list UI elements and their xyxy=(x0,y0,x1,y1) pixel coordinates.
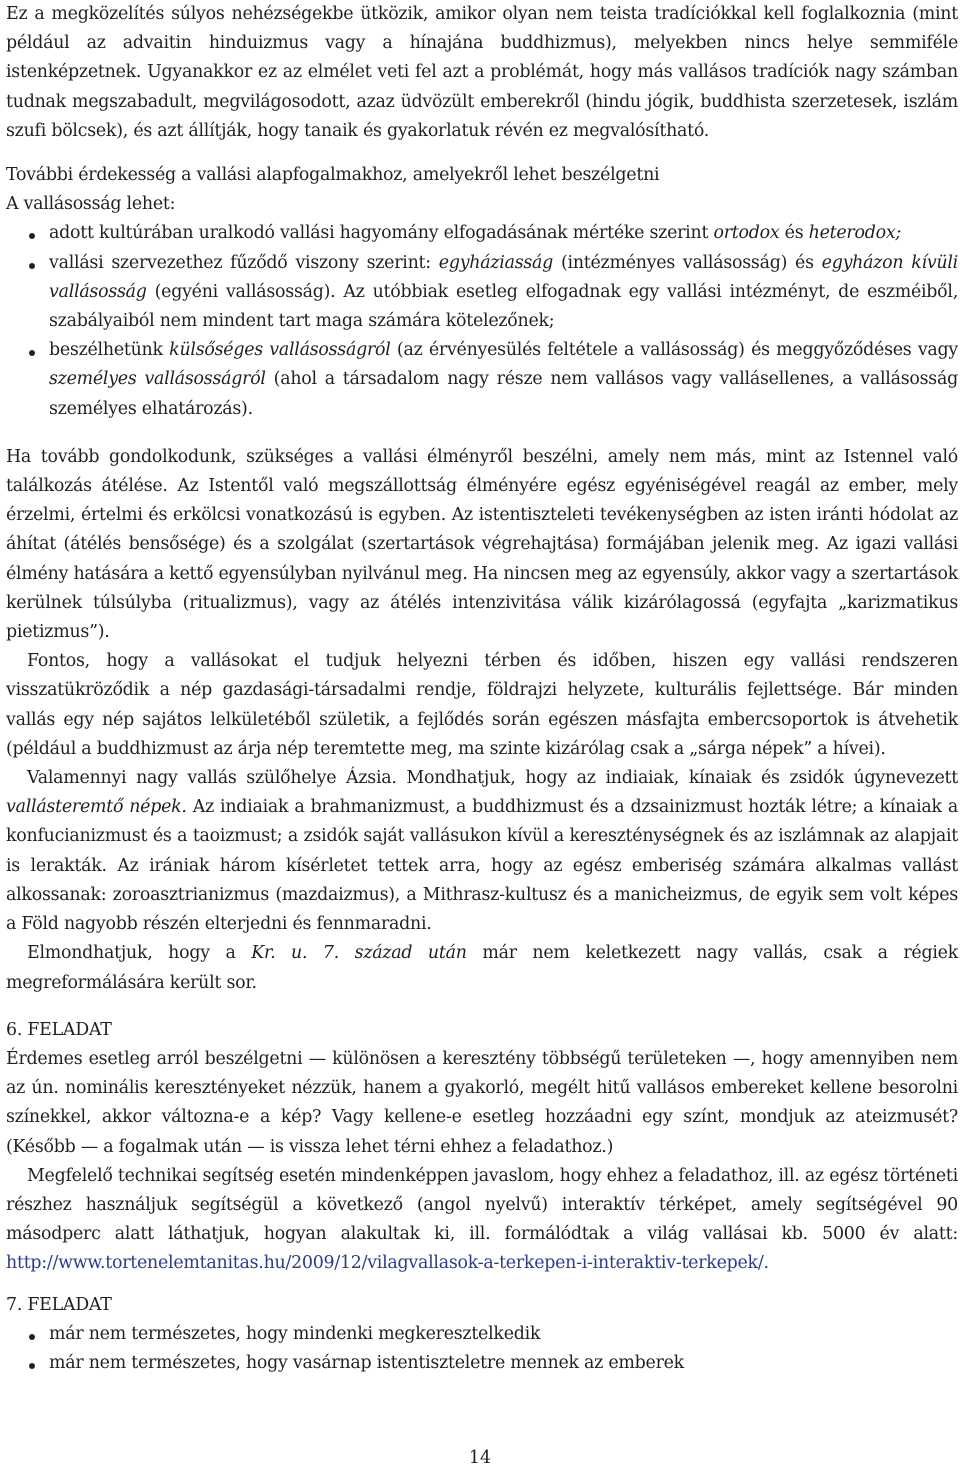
experience-paragraph: Ha tovább gondolkodunk, szükséges a vallási élményről beszélni, amely nem más, mint az Istennel való találkozás átélése. Az Istentől való megszállottság élményére egész egyéniségével reagál az ember, mely érzelmi, értelmi és erkölcsi vonatkozású is egyben. Az istentiszteleti tevékenységben az isten iránti hódolat az áhítat (átélés bensősége) és a szolgálat (szertartások végrehajtása) formájában jelenik meg. Az igazi vallási élmény hatására a kettő egyensúlyban nyilvánul meg. Ha nincsen meg az egyensúly, akkor vagy a szertartások kerülnek túlsúlyba (ritualizmus), vagy az átélés intenzivitása válik kizárólagossá (egyfajta „karizmatikus pietizmus”). xyxy=(6,446,958,643)
asia-paragraph: Valamennyi nagy vallás szülőhelye Ázsia. Mondhatjuk, hogy az indiaiak, kínaiak és zsidók úgynevezett vallásteremtő népek. Az indiaiak a brahmanizmust, a buddhizmust és a dzsainizmust hozták létre; a kínaiak a konfucianizmust és a taoizmust; a zsidók saját vallásukon kívül a kereszténységnek és az iszlámnak az alapjait is lerakták. Az irániak három kísérletet tettek arra, hogy az egész emberiség számára alkalmas vallást alkossanak: zoroasztrianizmus (mazdaizmus), a Mithrasz-kultusz és a manicheizmus, de egyik sem volt képes a Föld nagyobb részén elterjedni és fennmaradni. xyxy=(6,768,958,935)
interactive-map-link[interactable]: http://www.tortenelemtanitas.hu/2009/12/vilagvallasok-a-terkepen-i-interaktiv-terkepek/. xyxy=(6,1253,769,1274)
list-item: vallási szervezethez fűződő viszony szerint: egyháziasság (intézményes vallásosság) és egyházon kívüli vallásosság (egyéni vallásosság). Az utóbbiak esetleg elfogadnak egy vallási intézményt, de eszméiből, szabályaiból nem mindent tart maga számára kötelezőnek; xyxy=(6,249,958,337)
section-intro: A vallásosság lehet: xyxy=(6,194,176,215)
task-7-heading: 7. FELADAT xyxy=(6,1294,112,1315)
religiosity-list xyxy=(6,219,958,423)
section-heading: További érdekesség a vallási alapfogalmakhoz, amelyekről lehet beszélgetni xyxy=(6,165,660,186)
space-time-paragraph: Fontos, hogy a vallásokat el tudjuk helyezni térben és időben, hiszen egy vallási rendszeren visszatükröződik a nép gazdasági-társadalmi rendje, földrajzi helyzete, kulturális fejlettsége. Bár minden vallás egy nép sajátos lelkületéből születik, a fejlődés során egészen másfajta embercsoportok is átvehetik (például a buddhizmust az árja nép teremtette meg, ma szinte kizárólag csak a „sárga népek” a hívei). xyxy=(6,651,958,759)
page-number: 14 xyxy=(468,1448,492,1468)
list-item: már nem természetes, hogy vasárnap istentiszteletre mennek az emberek xyxy=(6,1349,958,1378)
document-page xyxy=(6,0,958,1378)
task-6-paragraph: Érdemes esetleg arról beszélgetni — különösen a keresztény többségű területeken —, hogy amennyiben nem az ún. nominális keresztényeket nézzük, hanem a gyakorló, megélt hitű vallásos embereket kellene besorolni színekkel, akkor változna-e a kép? Vagy kellene-e esetleg hozzáadni egy színt, mondjuk az ateizmusét? (Később — a fogalmak után — is vissza lehet térni ehhez a feladathoz.) xyxy=(6,1048,958,1157)
task-7-list xyxy=(6,1320,958,1378)
task-6-map-paragraph: Megfelelő technikai segítség esetén mindenképpen javaslom, hogy ehhez a feladathoz, ill. az egész történeti részhez használjuk segítségül a következő (angol nyelvű) interaktív térképet, amely segítségével 90 másodperc alatt láthatjuk, hogyan alakultak ki, ill. formálódtak a világ vallásai kb. 5000 év alatt: http://www.tortenelemtanitas.hu/2009/12/vilagvallasok-a-terkepen-i-interaktiv-terkepek/. xyxy=(6,1165,958,1274)
list-item: már nem természetes, hogy mindenki megkeresztelkedik xyxy=(6,1320,958,1349)
task-6-heading: 6. FELADAT xyxy=(6,1019,112,1040)
intro-paragraph: Ez a megközelítés súlyos nehézségekbe ütközik, amikor olyan nem teista tradíciókkal kell foglalkoznia (mint például az advaitin hinduizmus vagy a hínajána buddhizmus), melyekben nincs helye semmiféle istenképzetnek. Ugyanakkor ez az elmélet veti fel azt a problémát, hogy más vallásos tradíciók nagy számban tudnak megszabadult, megvilágosodott, azaz üdvözült emberekről (hindu jógik, buddhista szerzetesek, iszlám szufi bölcsek), és azt állítják, hogy tanaik és gyakorlatuk révén ez megvalósítható. xyxy=(6,4,958,141)
conclusion-paragraph: Elmondhatjuk, hogy a Kr. u. 7. század után már nem keletkezett nagy vallás, csak a régiek megreformálására került sor. xyxy=(6,943,958,993)
list-item: adott kultúrában uralkodó vallási hagyomány elfogadásának mértéke szerint ortodox és heterodox; xyxy=(6,219,958,248)
list-item: beszélhetünk külsőséges vallásosságról (az érvényesülés feltétele a vallásosság) és meggyőződéses vagy személyes vallásosságról (ahol a társadalom nagy része nem vallásos vagy vallásellenes, a vallásosság személyes elhatározás). xyxy=(6,336,958,424)
